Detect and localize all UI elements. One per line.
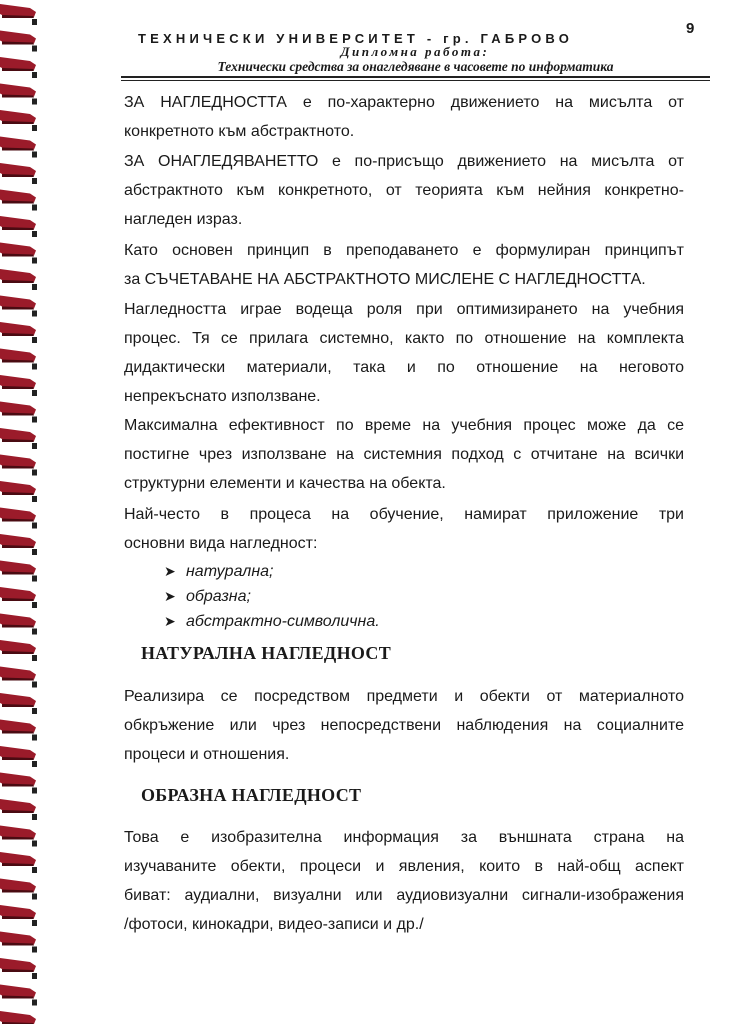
text-line: процеси и отношения. xyxy=(124,746,290,763)
list-item xyxy=(164,609,380,634)
binding-ring xyxy=(0,932,37,953)
paragraph xyxy=(124,823,684,939)
text-line: биват: аудиални, визуални или аудиовизуални сигнали-изображения xyxy=(124,887,684,904)
binding-ring xyxy=(0,296,37,317)
text-line: обкръжение или чрез непосредствени наблюдения на социалните xyxy=(124,717,684,734)
binding-ring xyxy=(0,455,37,476)
text-line: процес. Тя се прилага системно, както по отношение на комплекта xyxy=(124,330,684,347)
binding-ring xyxy=(0,640,37,661)
binding-ring xyxy=(0,958,37,979)
text-line: конкретното към абстрактното. xyxy=(124,123,355,140)
binding-ring xyxy=(0,508,37,529)
text-line: /фотоси, кинокадри, видео-записи и др./ xyxy=(124,916,424,933)
binding-ring xyxy=(0,375,37,396)
header-university: ТЕХНИЧЕСКИ УНИВЕРСИТЕТ - гр. ГАБРОВО xyxy=(138,31,574,46)
paragraph xyxy=(124,88,684,146)
text-line: структурни елементи и качества на обекта. xyxy=(124,475,446,492)
binding-ring xyxy=(0,720,37,741)
section-heading: НАТУРАЛНА НАГЛЕДНОСТ xyxy=(141,643,392,663)
text-line: нагледен израз. xyxy=(124,211,243,228)
binding-ring xyxy=(0,985,37,1006)
binding-ring xyxy=(0,4,37,25)
binding-ring xyxy=(0,693,37,714)
list-item-label: натурална; xyxy=(186,563,274,580)
header-topic: Технически средства за онагледяване в часовете по информатика xyxy=(121,59,710,78)
binding-ring xyxy=(0,243,37,264)
paragraph xyxy=(124,500,684,558)
binding-ring xyxy=(0,905,37,926)
binding-ring xyxy=(0,481,37,502)
paragraph xyxy=(124,295,684,411)
binding-ring xyxy=(0,57,37,78)
binding-ring xyxy=(0,31,37,52)
bullet-list xyxy=(164,559,380,634)
binding-ring xyxy=(0,216,37,237)
text-line: изучаваните обекти, процеси и явления, които в най-общ аспект xyxy=(124,858,684,875)
list-item-label: абстрактно-символична. xyxy=(186,613,380,630)
binding-ring xyxy=(0,137,37,158)
list-item xyxy=(164,584,380,609)
binding-ring xyxy=(0,773,37,794)
binding-ring xyxy=(0,428,37,449)
header-rule xyxy=(121,80,710,81)
binding-ring xyxy=(0,84,37,105)
binding-ring xyxy=(0,852,37,873)
binding-ring xyxy=(0,587,37,608)
binding-ring xyxy=(0,667,37,688)
arrow-bullet-icon: ➤ xyxy=(164,588,176,604)
binding-ring xyxy=(0,349,37,370)
section-heading: ОБРАЗНА НАГЛЕДНОСТ xyxy=(141,785,362,805)
binding-ring xyxy=(0,402,37,423)
binding-ring xyxy=(0,1011,37,1024)
binding-ring xyxy=(0,826,37,847)
text-line: постигне чрез използване на системния подход с отчитане на всички xyxy=(124,446,684,463)
header-thesis: Дипломна работа: xyxy=(340,44,490,59)
page-number: 9 xyxy=(686,20,695,37)
text-line: Това е изобразителна информация за външната страна на xyxy=(124,829,684,846)
text-line: Максимална ефективност по време на учебния процес може да се xyxy=(124,417,684,434)
binding-ring xyxy=(0,879,37,900)
binding-ring xyxy=(0,799,37,820)
text-line: Нагледността играе водеща роля при оптимизирането на учебния xyxy=(124,301,684,318)
binding-ring xyxy=(0,614,37,635)
spiral-binding xyxy=(0,0,40,1024)
binding-ring xyxy=(0,269,37,290)
text-line: ЗА ОНАГЛЕДЯВАНЕТТО е по-присъщо движението на мисълта от xyxy=(124,153,684,170)
list-item xyxy=(164,559,380,584)
binding-ring xyxy=(0,561,37,582)
arrow-bullet-icon: ➤ xyxy=(164,613,176,629)
document-page xyxy=(40,0,746,1024)
paragraph xyxy=(124,682,684,769)
binding-ring xyxy=(0,746,37,767)
binding-ring xyxy=(0,534,37,555)
list-item-label: образна; xyxy=(186,588,251,605)
binding-ring xyxy=(0,110,37,131)
text-line: Като основен принцип в преподаването е формулиран принципът xyxy=(124,242,684,259)
paragraph xyxy=(124,411,684,498)
binding-ring xyxy=(0,190,37,211)
text-line: Най-често в процеса на обучение, намират приложение три xyxy=(124,506,684,523)
text-line: дидактически материали, така и по отношение на неговото xyxy=(124,359,684,376)
text-line: основни вида нагледност: xyxy=(124,535,318,552)
binding-ring xyxy=(0,163,37,184)
arrow-bullet-icon: ➤ xyxy=(164,563,176,579)
text-line: Реализира се посредством предмети и обекти от материалното xyxy=(124,688,684,705)
binding-ring xyxy=(0,322,37,343)
text-line: за СЪЧЕТАВАНЕ НА АБСТРАКТНОТО МИСЛЕНЕ С НАГЛЕДНОСТТА. xyxy=(124,271,646,288)
paragraph xyxy=(124,236,684,294)
text-line: непрекъснато използване. xyxy=(124,388,321,405)
paragraph xyxy=(124,147,684,234)
text-line: абстрактното към конкретното, от теорията към нейния конкретно- xyxy=(124,182,684,199)
text-line: ЗА НАГЛЕДНОСТТА е по-характерно движението на мисълта от xyxy=(124,94,684,111)
